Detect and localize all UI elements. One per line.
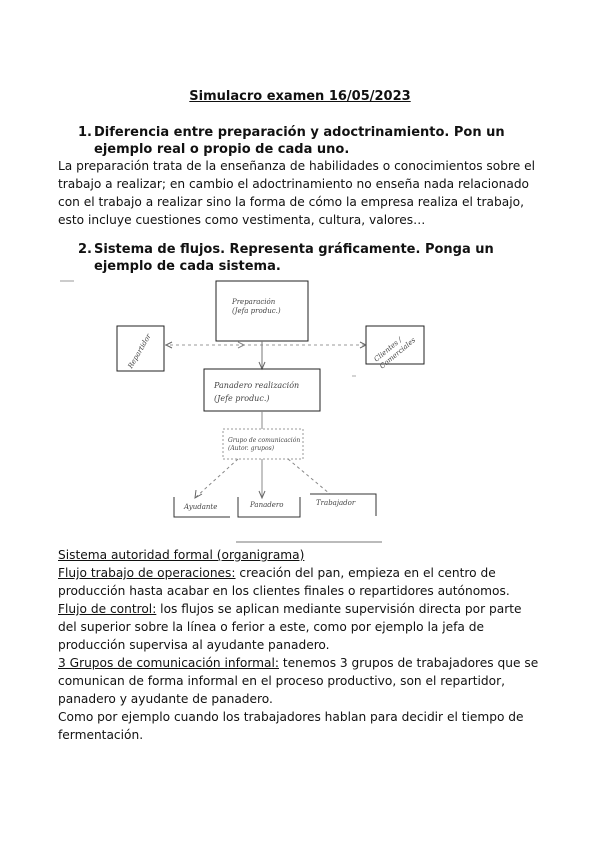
grupos-text: tenemos 3 grupos de trabajadores que se xyxy=(279,656,539,670)
flujo-label: Flujo trabajo de operaciones: xyxy=(58,566,236,580)
answer-2-line: fermentación. xyxy=(58,728,144,742)
lower-box-label-line: (Autor. grupos) xyxy=(228,445,275,452)
lower-box-label-line: Grupo de comunicación xyxy=(228,437,301,444)
bottom-box-right-label: Trabajador xyxy=(316,499,356,507)
bottom-box-left-label: Ayudante xyxy=(184,503,218,511)
top-box-label-line: (Jefa produc.) xyxy=(232,307,281,315)
control-label: Flujo de control: xyxy=(58,602,157,616)
branch-left xyxy=(196,459,238,497)
answer-2-heading: Sistema autoridad formal (organigrama) xyxy=(58,548,305,562)
left-box-label: Repartidor xyxy=(126,332,153,370)
answer-1-line: esto incluye cuestiones como vestimenta, cultura, valores… xyxy=(58,213,426,227)
answer-2-line: producción supervisa al ayudante panadero. xyxy=(58,638,330,652)
answer-2-line: Como por ejemplo cuando los trabajadores hablan para decidir el tiempo de xyxy=(58,710,524,724)
top-box-label-line: Preparación xyxy=(232,298,276,306)
answer-1-line: trabajo a realizar; en cambio el adoctrinamiento no enseña nada relacionado xyxy=(58,177,530,191)
answer-2-control xyxy=(58,600,568,618)
branch-right xyxy=(288,459,330,494)
answer-1-line: La preparación trata de la enseñanza de habilidades o conocimientos sobre el xyxy=(58,159,535,173)
middle-box-label-line: (Jefe produc.) xyxy=(214,394,270,403)
answer-1-line: con el trabajo a realizar sino la forma de cómo la empresa realiza el trabajo, xyxy=(58,195,524,209)
middle-box-label-line: Panadero realización xyxy=(214,381,300,390)
answer-2-line: panadero y ayudante de panadero. xyxy=(58,692,273,706)
question-2-text: Sistema de flujos. Representa gráficamente. Ponga un ejemplo de cada sistema. xyxy=(94,242,494,274)
flujo-text: creación del pan, empieza en el centro de xyxy=(235,566,496,580)
question-1-text: Diferencia entre preparación y adoctrinamiento. Pon un ejemplo real o propio de cada uno. xyxy=(94,125,505,157)
page-title: Simulacro examen 16/05/2023 xyxy=(189,89,411,104)
answer-2-line: comunican de forma informal en el proceso productivo, son el repartidor, xyxy=(58,674,505,688)
lower-box-label xyxy=(228,437,304,453)
question-1-number: 1. xyxy=(78,125,92,140)
answer-2-line: del superior sobre la línea o ferior a este, como por ejemplo la jefa de xyxy=(58,620,484,634)
middle-box-label xyxy=(214,379,318,405)
answer-2-flujo xyxy=(58,564,568,582)
top-box-label xyxy=(232,298,304,316)
right-box-label: Clientes / Comerciales xyxy=(372,335,418,371)
bottom-box-center-label: Panadero xyxy=(250,501,284,509)
answer-2-line: producción hasta acabar en los clientes finales o repartidores autónomos. xyxy=(58,584,510,598)
question-2-number: 2. xyxy=(78,242,92,257)
answer-2-grupos xyxy=(58,654,568,672)
answer-2 xyxy=(58,546,568,744)
control-text: los flujos se aplican mediante supervisión directa por parte xyxy=(156,602,522,616)
grupos-label: 3 Grupos de comunicación informal: xyxy=(58,656,279,670)
